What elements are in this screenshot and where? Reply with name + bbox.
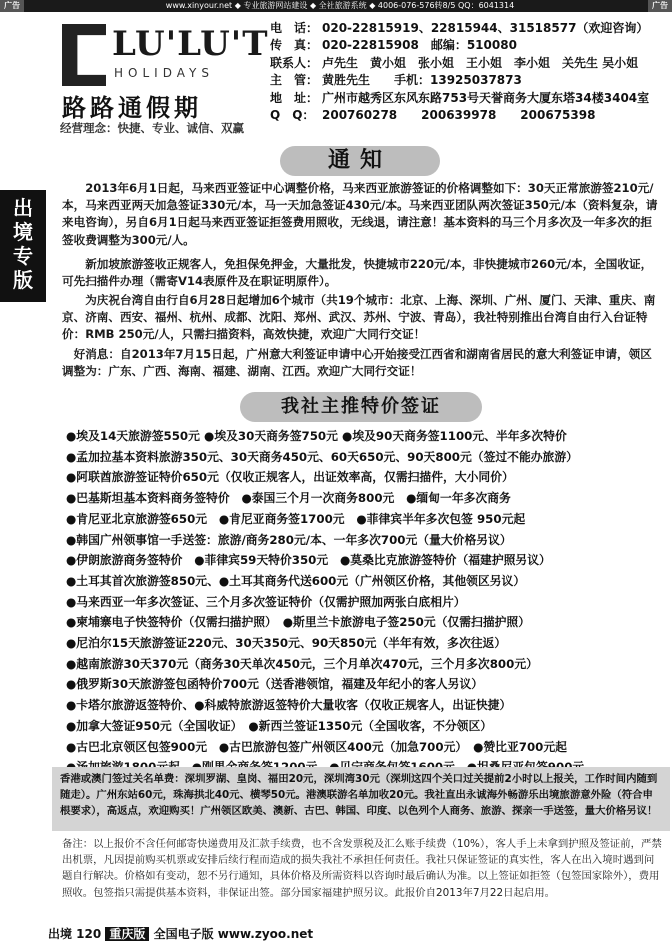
top-ad-text[interactable]: www.xinyour.net ◆ 专业旅游网站建设 ◆ 全社旅游系统 ◆ 4006-076-576转8/5 QQ：6041314 xyxy=(165,1,515,10)
contact-value: 卢先生 黄小姐 张小姐 王小姐 李小姐 关先生 吴小姐 xyxy=(322,55,639,70)
footer-site-link[interactable]: 全国电子版 www.zyoo.net xyxy=(153,927,314,941)
contact-key: 地 址： xyxy=(270,90,319,105)
list-item: ●巴基斯坦基本资料商务签特价 ●泰国三个月一次商务800元 ●缅甸一年多次商务 xyxy=(66,491,511,506)
contact-value: 广州市越秀区东风东路753号天誉商务大厦东塔34楼3404室 xyxy=(322,90,650,105)
list-item: ●韩国广州领事馆一手送签：旅游/商务280元/本、一年多次700元（量大价格另议） xyxy=(66,532,512,547)
list-item: ●尼泊尔15天旅游签证220元、30天350元、90天850元（半年有效，多次往返） xyxy=(66,636,507,651)
top-ad-bar xyxy=(0,0,672,12)
contact-row-phone xyxy=(270,20,670,37)
contact-row-address xyxy=(270,90,670,107)
notice-paragraph: 好消息：自2013年7月15日起，广州意大利签证申请中心开始接受江西省和湖南省居民的意大利签证申请，领区调整为：广东、广西、海南、福建、湖南、江西。欢迎广大同行交证！ xyxy=(62,347,652,379)
agency-header xyxy=(58,18,670,138)
logo-chinese-name: 路路通假期 xyxy=(62,94,202,122)
agency-logo xyxy=(58,18,269,138)
list-item: ●卡塔尔旅游返签特价、●科威特旅游返签特价大量收客（仅收正规客人，出证快捷） xyxy=(66,698,512,713)
contact-row-persons xyxy=(270,55,670,72)
logo-name: LU'LU'T xyxy=(112,24,269,64)
list-item: ●伊朗旅游商务签特价 ●菲律宾59天特价350元 ●莫桑比克旅游签特价（福建护照另议） xyxy=(66,553,551,568)
business-motto: 经营理念：快捷、专业、诚信、双赢 xyxy=(60,121,244,135)
section-side-tab xyxy=(0,190,48,302)
page-footer xyxy=(0,926,672,943)
notice-banner: 通知 xyxy=(280,146,440,176)
contact-key: 传 真： xyxy=(270,38,319,53)
contact-row-qq xyxy=(270,107,670,124)
contact-row-manager xyxy=(270,72,670,89)
contact-value[interactable]: 020-22815919、22815944、31518577（欢迎咨询） xyxy=(322,21,649,35)
list-item: ●柬埔寨电子快签特价（仅需扫描护照） ●斯里兰卡旅游电子签250元（仅需扫描护照） xyxy=(66,615,531,630)
logo-subtitle: HOLIDAYS xyxy=(114,66,214,80)
footer-page-label: 出境 120 xyxy=(48,927,102,941)
contact-key: 主 管： xyxy=(270,73,319,88)
list-item: ●古巴北京领区包签900元 ●古巴旅游包签广州领区400元（加急700元） ●赞比亚700元起 xyxy=(66,739,567,754)
contact-value: 黄胜先生 手机：13925037873 xyxy=(322,73,522,88)
side-tab-char: 版 xyxy=(13,268,33,292)
remarks: 备注：以上报价不含任何邮寄快递费用及汇款手续费，也不含发票税及汇么账手续费（10%），客人手上未拿到护照及签证前，严禁出机票，凡因提前购买机票或安排后续行程而造成的损失我社不承担任何责任。我社只保证签证的真实性，客人在出入境时遇到问题自行解决。价格如有变动，恕不另行通知，具体价格及所需资料以咨询时最后确认为准。以上签证如拒签（包签国家除外），费用照收。包签指只需提供基本资料，非保证出签。部分国家福建护照另议。此报价自2013年7月22日起启用。 xyxy=(62,838,662,899)
visa-list xyxy=(66,426,666,778)
side-tab-char: 出 xyxy=(13,196,33,220)
logo-mark-icon xyxy=(62,24,106,86)
notice-paragraph: 为庆祝台湾自由行自6月28日起增加6个城市（共19个城市：北京、上海、深圳、广州、厦门、天津、重庆、南京、济南、西安、福州、杭州、成都、沈阳、郑州、武汉、苏州、宁波、青岛），我社特别推出台湾自由行入台证特价：RMB 250元/人，只需扫描资料，高效快捷，欢迎广大同行交证！ xyxy=(62,293,656,342)
contact-key: Q Q： xyxy=(270,108,315,123)
contact-row-fax xyxy=(270,37,670,54)
list-item: ●俄罗斯30天旅游签包函特价700元（送香港领馆，福建及年纪小的客人另议） xyxy=(66,677,484,692)
side-tab-char: 境 xyxy=(13,220,33,244)
list-item: ●埃及14天旅游签550元 ●埃及30天商务签750元 ●埃及90天商务签1100元、半年多次特价 xyxy=(66,429,567,443)
list-item: ●阿联酋旅游签证特价650元（仅收正规客人，出证效率高，仅需扫描件，大小同价） xyxy=(66,470,514,485)
side-tab-char: 专 xyxy=(13,244,33,268)
list-item: ●加拿大签证950元（全国收证） ●新西兰签证1350元（全国收客，不分领区） xyxy=(66,718,493,733)
contact-value[interactable]: 200760278 200639978 200675398 xyxy=(322,108,596,123)
contact-info xyxy=(270,20,670,124)
notice-paragraph: 2013年6月1日起，马来西亚签证中心调整价格，马来西亚旅游签证的价格调整如下：30天正常旅游签210元/本，马来西亚两天加急签证330元/本，马一天加急签证430元/本。马来西亚团队两次签证350元/本（资料复杂，请来电咨询），另自6月1日起马来西亚签证拒签费用照收，无线退，请注意！基本资料的马三个月多次及一年多次的拒签收费调整为300元/人。 xyxy=(62,181,658,247)
contact-key: 电 话： xyxy=(270,21,319,35)
ad-label-left: 广告 xyxy=(0,0,24,12)
list-item: ●马来西亚一年多次签证、三个月多次签证特价（仅需护照加两张白底相片） xyxy=(66,594,466,609)
list-item: ●肯尼亚北京旅游签650元 ●肯尼亚商务签1700元 ●菲律宾半年多次包签 950元起 xyxy=(66,511,526,526)
visa-banner: 我社主推特价签证 xyxy=(240,392,482,422)
list-item: ●越南旅游30天370元（商务30天单次450元，三个月单次470元，三个月多次800元） xyxy=(66,656,538,671)
list-item: ●土耳其首次旅游签850元、●土耳其商务代送600元（广州领区价格，其他领区另议） xyxy=(66,573,526,588)
ad-label-right: 广告 xyxy=(648,0,672,12)
contact-value: 020-22815908 邮编：510080 xyxy=(322,38,517,53)
notice-paragraph: 新加坡旅游签收正规客人，免担保免押金，大量批发，快捷城市220元/本，非快捷城市260元/本，全国收证，可先扫描件办理（需寄V14表原件及在职证明原件）。 xyxy=(62,257,653,289)
contact-key: 联系人： xyxy=(270,55,319,70)
hk-macau-notice-box: 香港或澳门签过关名单费：深圳罗湖、皇岗、福田20元，深圳湾30元（深圳这四个关口过关提前2小时以上报关，工作时间内随到随走）。广州东站60元，珠海拱北40元、横琴50元。港澳联游名单加收20元。我社直出永诚海外畅游乐出境旅游意外险（符合申根要求），高返点，欢迎购买！广州领区欧美、澳新、古巴、韩国、印度、以色列个人商务、旅游、探亲一手送签，量大价格另议！ xyxy=(52,767,670,831)
footer-edition-badge: 重庆版 xyxy=(105,927,149,941)
list-item: ●孟加拉基本资料旅游350元、30天商务450元、60天650元、90天800元（签过不能办旅游） xyxy=(66,449,578,464)
